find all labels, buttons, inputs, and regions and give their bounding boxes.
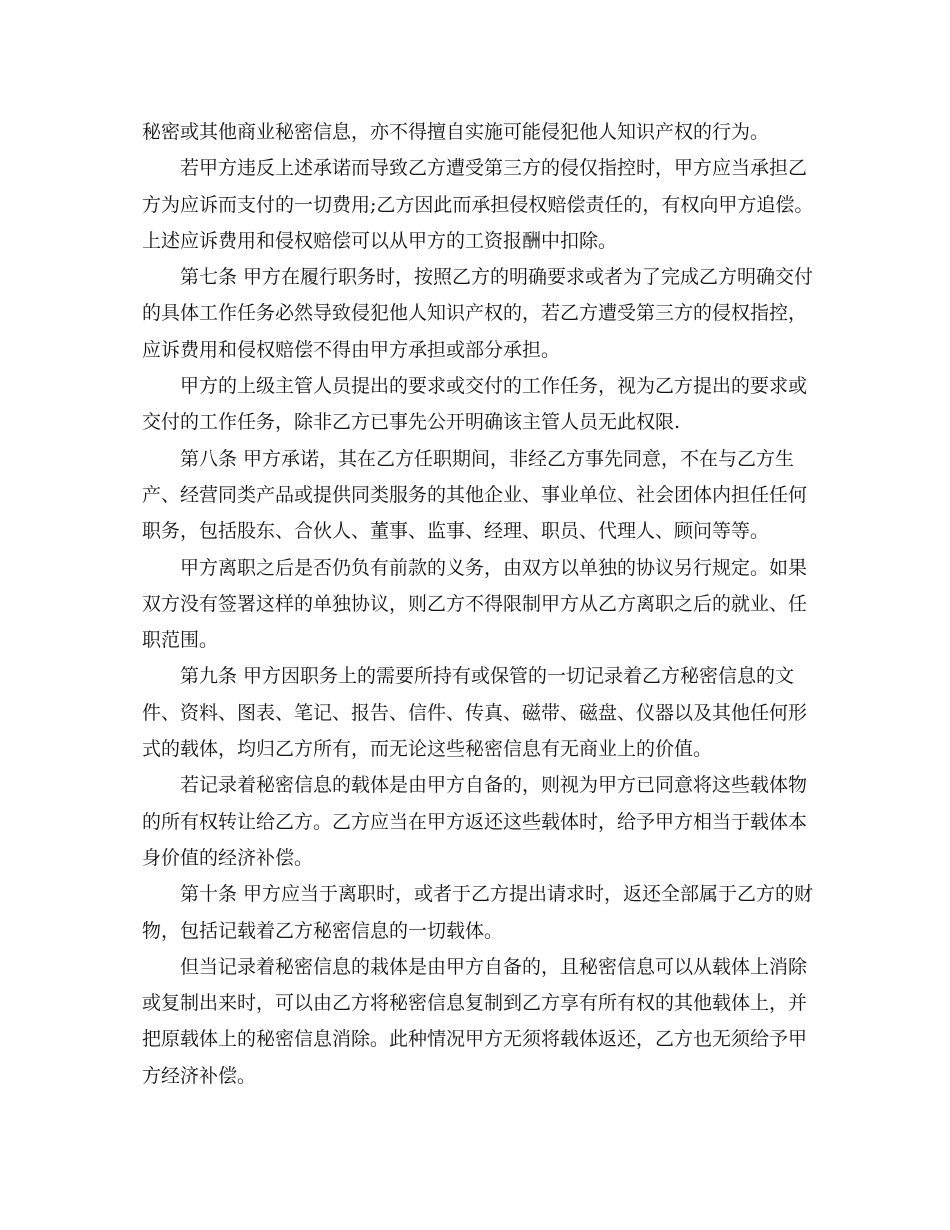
text-line: 式的载体，均归乙方所有，而无论这些秘密信息有无商业上的价值。 (142, 738, 713, 761)
text-line: 第九条 甲方因职务上的需要所持有或保管的一切记录着乙方秘密信息的文 (180, 665, 795, 688)
text-line: 职务，包括股东、合伙人、董事、监事、经理、职员、代理人、顾问等等。 (142, 520, 770, 543)
text-line: 若记录着秘密信息的载体是由甲方自备的，则视为甲方已同意将这些载体物 (180, 774, 808, 797)
text-line: 第七条 甲方在履行职务时，按照乙方的明确要求或者为了完成乙方明确交付 (180, 266, 814, 289)
text-line: 若甲方违反上述承诺而导致乙方遭受第三方的侵仅指控时，甲方应当承担乙 (180, 157, 808, 180)
text-line: 双方没有签署这样的单独协议，则乙方不得限制甲方从乙方离职之后的就业、任 (142, 592, 808, 615)
text-line: 甲方的上级主管人员提出的要求或交付的工作任务，视为乙方提出的要求或 (180, 375, 808, 398)
text-line: 物，包括记载着乙方秘密信息的一切载体。 (142, 919, 504, 942)
text-line: 产、经营同类产品或提供同类服务的其他企业、事业单位、社会团体内担任任何 (142, 483, 808, 506)
text-line: 应诉费用和侵权赔偿不得由甲方承担或部分承担。 (142, 338, 561, 361)
text-line: 方为应诉而支付的一切费用;乙方因此而承担侵权赔偿责任的，有权向甲方追偿。 (142, 193, 814, 216)
text-line: 件、资料、图表、笔记、报告、信件、传真、磁带、磁盘、仪器以及其他任何形 (142, 701, 808, 724)
text-line: 秘密或其他商业秘密信息，亦不得擅自实施可能侵犯他人知识产权的行为。 (142, 121, 770, 143)
text-line: 方经济补偿。 (142, 1064, 257, 1087)
text-line: 的所有权转让给乙方。乙方应当在甲方返还这些载体时，给予甲方相当于载体本 (142, 810, 808, 833)
text-line: 身价值的经济补偿。 (142, 846, 314, 869)
text-line: 职范围。 (142, 629, 219, 652)
text-line: 第八条 甲方承诺，其在乙方任职期间，非经乙方事先同意，不在与乙方生 (180, 447, 795, 470)
document-body (142, 114, 814, 1094)
text-line: 把原载体上的秘密信息消除。此种情况甲方无须将载体返还，乙方也无须给予甲 (142, 1028, 808, 1051)
text-line: 第十条 甲方应当于离职时，或者于乙方提出请求时，返还全部属于乙方的财 (180, 883, 814, 906)
text-line: 但当记录着秘密信息的栽体是由甲方自备的，且秘密信息可以从载体上消除 (180, 955, 808, 978)
text-line: 或复制出来时，可以由乙方将秘密信息复制到乙方享有所有权的其他载体上，并 (142, 992, 808, 1015)
text-line: 甲方离职之后是否仍负有前款的义务，由双方以单独的协议另行规定。如果 (180, 556, 808, 579)
text-line: 上述应诉费用和侵权赔偿可以从甲方的工资报酬中扣除。 (142, 229, 618, 252)
text-line: 的具体工作任务必然导致侵犯他人知识产权的，若乙方遭受第三方的侵权指控， (142, 302, 808, 325)
text-line: 交付的工作任务，除非乙方已事先公开明确该主管人员无此权限. (142, 411, 681, 434)
